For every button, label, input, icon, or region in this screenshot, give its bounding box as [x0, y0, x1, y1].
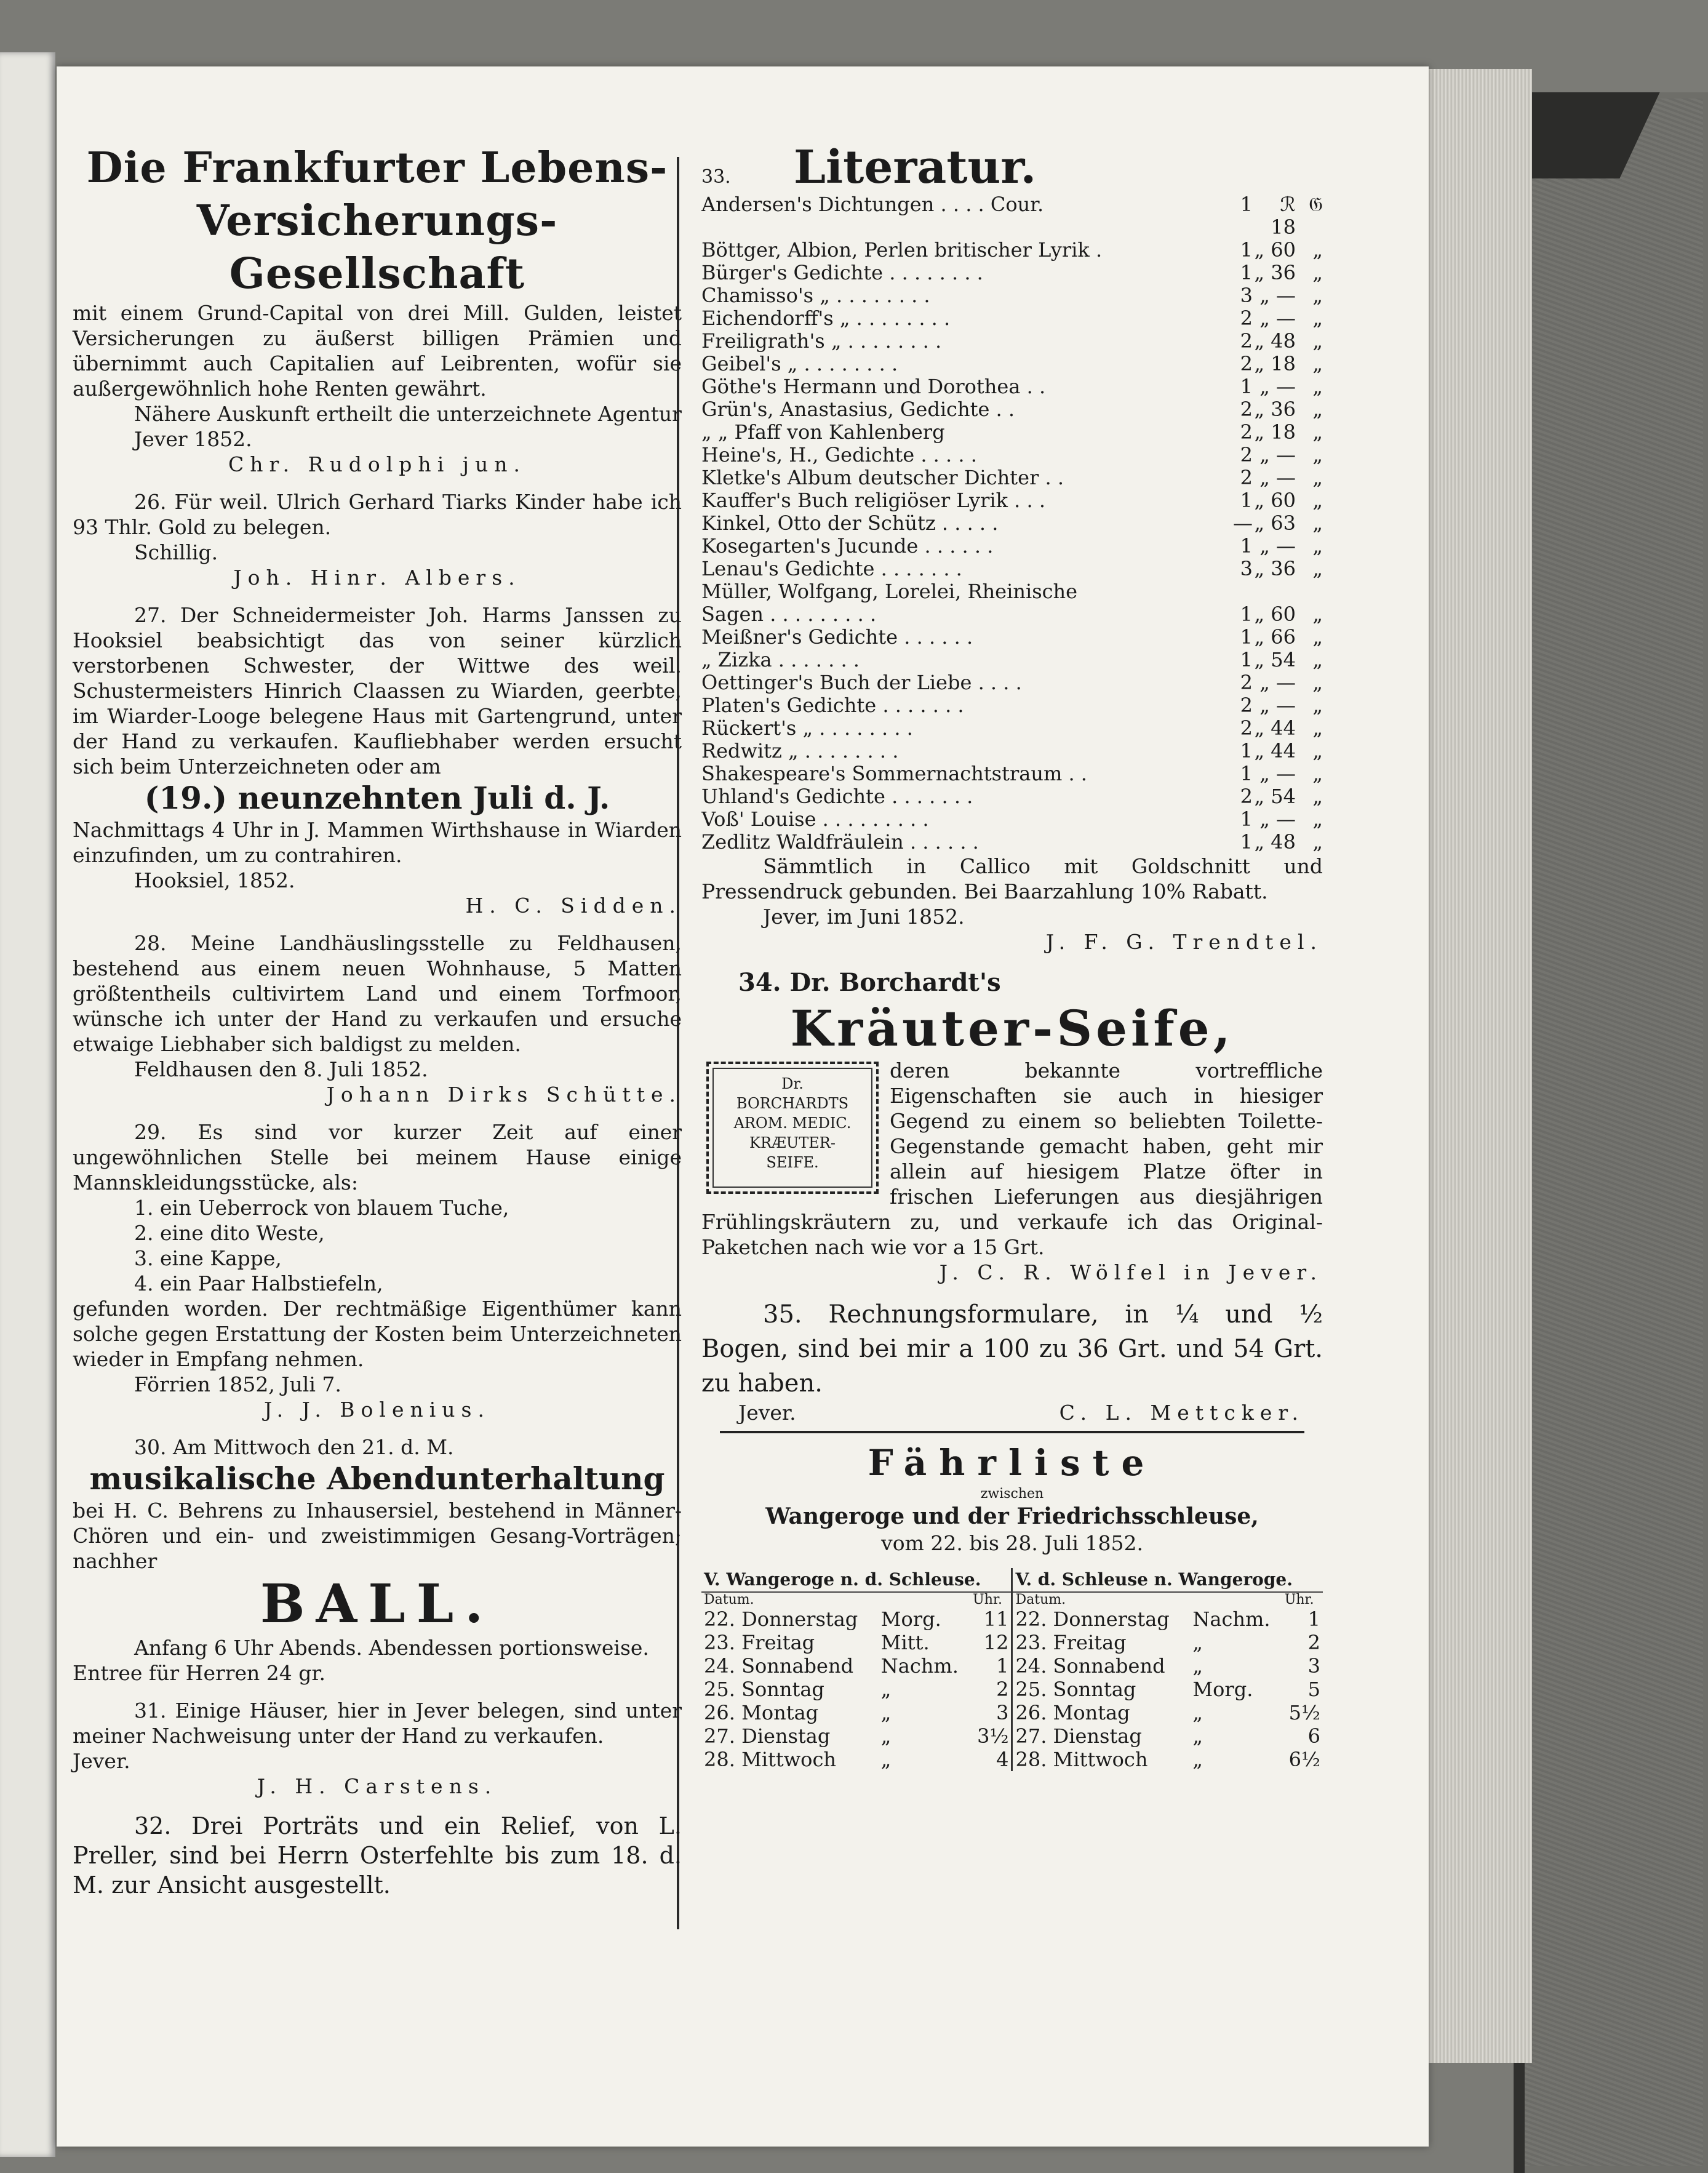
literature-row [701, 808, 1323, 831]
ferry-cell-ru: 1 [1307, 1607, 1320, 1631]
literature-cell-a: 1 [1240, 261, 1253, 284]
literature-cell-t: Rückert's „ . . . . . . . . [701, 717, 913, 740]
ad-29-item: 3. eine Kappe, [134, 1246, 282, 1270]
literature-cell-b: „ 36 [1254, 261, 1296, 284]
literature-row [701, 330, 1323, 353]
literature-cell-c: „ [1312, 261, 1323, 284]
ferry-cell-ru: 6 [1307, 1724, 1320, 1748]
ferry-cell-rd: 24. Sonnabend [1012, 1654, 1190, 1678]
literature-cell-t: Platen's Gedichte . . . . . . . [701, 694, 964, 717]
ferry-cell-ru: 5 [1307, 1678, 1320, 1701]
ad-30-ball: BALL. [260, 1573, 495, 1635]
ferry-cell-ld: 23. Freitag [704, 1631, 815, 1654]
ferry-cell-ru: 3 [1307, 1654, 1320, 1678]
literature-row [701, 239, 1323, 262]
ad-29-item: 4. ein Paar Halbstiefeln, [134, 1271, 383, 1295]
ad-29-item: 1. ein Ueberrock von blauem Tuche, [134, 1196, 509, 1220]
ad-34-signature: J. C. R. Wölfel in Jever. [939, 1260, 1323, 1284]
ferry-route: Wangeroge und der Friedrichsschleuse, [765, 1503, 1259, 1529]
literature-cell-a: 2 [1240, 306, 1253, 330]
ferry-cell-ld: 22. Donnerstag [704, 1607, 858, 1631]
ferry-col-uhr: Uhr. [1284, 1592, 1314, 1607]
literature-cell-c: „ [1312, 375, 1323, 398]
ad-34-title: Kräuter-Seife, [790, 999, 1234, 1057]
literature-cell-a: 1 [1240, 238, 1253, 262]
literature-row [701, 307, 1323, 330]
literature-cell-t: Böttger, Albion, Perlen britischer Lyrik . [701, 239, 1103, 262]
soap-seal-image [706, 1062, 879, 1194]
literature-cell-b: „ 18 [1254, 352, 1296, 375]
ferry-cell-rt: „ [1192, 1654, 1203, 1678]
literature-cell-t: Andersen's Dichtungen . . . . Cour. [701, 193, 1044, 216]
literature-cell-b: „ — [1259, 762, 1296, 785]
ad-31-place: Jever. [73, 1749, 130, 1773]
ad-27-text: 27. Der Schneidermeister Joh. Harms Janssen zu Hooksiel beabsichtigt das von seiner kürzlich verstorbenen Schwester, der Wittwe des weil. Schustermeisters Hinrich Claassen zu Wiarden, geerbte, im Wiarder-Looge belegene Haus mit Gartengrund, unter der Hand zu verkaufen. Kaufliebhaber werden ersucht sich beim Unterzeichneten oder am [73, 603, 682, 778]
literature-cell-t: Redwitz „ . . . . . . . . [701, 740, 899, 762]
literature-cell-c: „ [1312, 602, 1323, 626]
literature-cell-t: Müller, Wolfgang, Lorelei, Rheinische [701, 580, 1078, 603]
literature-cell-b: „ — [1259, 466, 1296, 489]
literature-cell-a: 2 [1240, 671, 1253, 694]
literature-cell-b: „ 48 [1254, 830, 1296, 854]
literature-row [701, 193, 1323, 239]
ad-27-date: (19.) neunzehnten Juli d. J. [144, 780, 610, 816]
literature-cell-a: 2 [1240, 694, 1253, 717]
ad-34-body [701, 1058, 1323, 1260]
literature-cell-b: ℛ 18 [1271, 193, 1296, 239]
ferry-cell-rt: „ [1192, 1701, 1203, 1724]
ferry-cell-lt: „ [880, 1701, 892, 1724]
frankfurt-place: Jever 1852. [134, 427, 252, 451]
literature-cell-a: 1 [1240, 193, 1253, 216]
literature-cell-c: „ [1312, 807, 1323, 831]
literature-row [701, 535, 1323, 558]
literature-row [701, 375, 1323, 398]
literature-cell-b: „ 60 [1254, 489, 1296, 512]
literature-cell-c: „ [1312, 238, 1323, 262]
ferry-cell-lt: Mitt. [880, 1631, 930, 1654]
ad-30-entree: Entree für Herren 24 gr. [73, 1661, 326, 1685]
frankfurt-title: Die Frankfurter Lebens-Versicherungs-Gesellschaft [86, 143, 668, 298]
frankfurt-text: mit einem Grund-Capital von drei Mill. Gulden, leistet Versicherungen zu äußerst billigen Prämien und übernimmt auch Capitalien auf Leibrenten, wofür sie außergewöhnlich hohe Renten gewährt. [73, 301, 682, 401]
ad-26-text: 26. Für weil. Ulrich Gerhard Tiarks Kinder habe ich 93 Thlr. Gold zu belegen. [73, 490, 682, 539]
ferry-row [701, 1724, 1323, 1748]
literature-cell-c: 𝔊 [1309, 193, 1323, 216]
literature-cell-c: „ [1312, 511, 1323, 535]
ferry-cell-rd: 28. Mittwoch [1012, 1748, 1190, 1771]
ad-35-signature: C. L. Mettcker. [1059, 1401, 1304, 1425]
literature-cell-a [1232, 580, 1253, 603]
literature-cell-c: „ [1312, 716, 1323, 740]
literature-cell-b: „ 44 [1254, 716, 1296, 740]
literature-cell-t: „ „ Pfaff von Kahlenberg [701, 421, 945, 444]
literature-cell-c: „ [1312, 398, 1323, 421]
ad-35-text: 35. Rechnungsformulare, in ¼ und ½ Bogen, sind bei mir a 100 zu 36 Grt. und 54 Grt. zu haben. [701, 1300, 1323, 1398]
literature-note: Sämmtlich in Callico mit Goldschnitt und Pressendruck gebunden. Bei Baarzahlung 10% Rabatt. [701, 854, 1323, 903]
literature-cell-c: „ [1312, 329, 1323, 353]
literature-cell-a: 2 [1240, 398, 1253, 421]
ferry-cell-ru: 5½ [1288, 1701, 1320, 1724]
ad-27-signature: H. C. Sidden. [465, 894, 682, 918]
ferry-col-datum: Datum. [1012, 1592, 1190, 1607]
literature-cell-b: „ 18 [1254, 420, 1296, 444]
literature-row [701, 694, 1323, 717]
literature-cell-t: Geibel's „ . . . . . . . . [701, 353, 898, 375]
literature-cell-b: „ 54 [1254, 785, 1296, 808]
literature-place: Jever, im Juni 1852. [763, 905, 965, 929]
ferry-cell-lt: „ [880, 1748, 892, 1771]
literature-cell-t: Grün's, Anastasius, Gedichte . . [701, 398, 1015, 421]
literature-cell-b: „ — [1259, 807, 1296, 831]
ferry-cell-rt: Nachm. [1192, 1607, 1271, 1631]
literature-cell-b: „ — [1259, 534, 1296, 558]
literature-cell-b: „ 54 [1254, 648, 1296, 671]
ad-29-place: Förrien 1852, Juli 7. [134, 1372, 341, 1396]
literature-cell-a: 3 [1240, 284, 1253, 307]
ad-34-text: deren bekannte vortreffliche Eigenschaften sie auch in hiesiger Gegend zu einem so beliebten Toilette-Gegenstande gemacht haben, geht mir allein auf hiesigem Platze öfter in frischen Lieferungen aus diesjährigen Frühlingskräutern zu, und verkaufe ich das Original-Paketchen nach wie vor a 15 Grt. [701, 1058, 1323, 1259]
literature-cell-c: „ [1312, 648, 1323, 671]
literature-cell-a: 2 [1240, 716, 1253, 740]
literature-row [701, 444, 1323, 466]
literature-cell-b: „ 63 [1254, 511, 1296, 535]
literature-row [701, 671, 1323, 694]
ad-29-cont: gefunden worden. Der rechtmäßige Eigenthümer kann solche gegen Erstattung der Kosten beim Unterzeichneten wieder in Empfang nehmen. [73, 1297, 682, 1371]
literature-cell-a: 2 [1240, 352, 1253, 375]
ad-27-place: Hooksiel, 1852. [134, 868, 295, 892]
soap-seal-text: Dr. BORCHARDTS AROM. MEDIC. KRÆUTER- SEIFE. [712, 1068, 872, 1188]
ad-29-item: 2. eine dito Weste, [134, 1221, 325, 1245]
literature-cell-b: „ 66 [1254, 625, 1296, 649]
literature-cell-t: Meißner's Gedichte . . . . . . [701, 626, 973, 649]
literature-cell-c: „ [1312, 466, 1323, 489]
literature-row [701, 466, 1323, 489]
cover-texture [1525, 98, 1703, 2166]
ad-29-signature: J. J. Bolenius. [264, 1398, 490, 1422]
literature-row [701, 558, 1323, 580]
literature-cell-a: 1 [1240, 830, 1253, 854]
literature-cell-c: „ [1312, 671, 1323, 694]
ferry-between: zwischen [980, 1486, 1044, 1502]
literature-cell-a: 2 [1240, 785, 1253, 808]
ferry-cell-rt: Morg. [1192, 1678, 1253, 1701]
frankfurt-more: Nähere Auskunft ertheilt die unterzeichnete Agentur [134, 402, 682, 426]
ad-30-text: 30. Am Mittwoch den 21. d. M. [134, 1435, 454, 1459]
left-column [73, 142, 682, 1900]
literature-cell-b: „ — [1259, 671, 1296, 694]
ferry-cell-lu: 12 [983, 1631, 1009, 1654]
ferry-cell-ld: 25. Sonntag [704, 1678, 824, 1701]
ferry-cell-rd: 26. Montag [1012, 1701, 1190, 1724]
ferry-cell-lu: 4 [996, 1748, 1009, 1771]
literature-row [701, 489, 1323, 512]
ferry-title: Fährliste [868, 1442, 1157, 1484]
literature-cell-c: „ [1312, 306, 1323, 330]
literature-cell-b: „ 36 [1254, 398, 1296, 421]
literature-row [701, 626, 1323, 649]
literature-row [701, 580, 1323, 603]
ad-28-place: Feldhausen den 8. Juli 1852. [134, 1057, 428, 1081]
ferry-cell-rd: 23. Freitag [1012, 1631, 1190, 1654]
literature-cell-t: Kauffer's Buch religiöser Lyrik . . . [701, 489, 1046, 512]
ferry-cell-lu: 3½ [977, 1724, 1009, 1748]
ad-32-text: 32. Drei Porträts und ein Relief, von L. Preller, sind bei Herrn Osterfehlte bis zum 18. d. M. zur Ansicht ausgestellt. [73, 1812, 682, 1899]
literature-cell-t: Eichendorff's „ . . . . . . . . [701, 307, 951, 330]
literature-row [701, 603, 1323, 626]
ferry-cell-rt: „ [1192, 1748, 1203, 1771]
literature-row [701, 762, 1323, 785]
literature-cell-t: Zedlitz Waldfräulein . . . . . . [701, 831, 979, 854]
literature-cell-b: „ — [1259, 375, 1296, 398]
literature-row [701, 284, 1323, 307]
literature-cell-c: „ [1312, 694, 1323, 717]
right-column [701, 142, 1323, 1771]
ad-30-start: Anfang 6 Uhr Abends. Abendessen portionsweise. [134, 1636, 649, 1660]
literature-row [701, 398, 1323, 421]
literature-cell-b: „ 44 [1254, 739, 1296, 762]
literature-cell-c: „ [1312, 420, 1323, 444]
ferry-cell-ru: 2 [1307, 1631, 1320, 1654]
ferry-row [701, 1748, 1323, 1771]
ferry-row [701, 1654, 1323, 1678]
literature-row [701, 740, 1323, 762]
ferry-cell-ld: 24. Sonnabend [704, 1654, 854, 1678]
literature-cell-t: Göthe's Hermann und Dorothea . . [701, 375, 1046, 398]
literature-cell-c: „ [1312, 739, 1323, 762]
literature-row [701, 785, 1323, 808]
literature-cell-t: Sagen . . . . . . . . . [701, 603, 877, 626]
ad-28-signature: Johann Dirks Schütte. [326, 1082, 682, 1107]
literature-cell-t: Lenau's Gedichte . . . . . . . [701, 558, 962, 580]
ferry-cell-lu: 1 [996, 1654, 1009, 1678]
literature-cell-a: 1 [1240, 534, 1253, 558]
literature-cell-b: „ 48 [1254, 329, 1296, 353]
literature-cell-a: 1 [1240, 375, 1253, 398]
ad-30-desc: bei H. C. Behrens zu Inhausersiel, bestehend in Männer-Chören und ein- und zweistimmigen Gesang-Vorträgen; nachher [73, 1499, 682, 1573]
literature-cell-t: Chamisso's „ . . . . . . . . [701, 284, 930, 307]
ferry-cell-ld: 26. Montag [704, 1701, 819, 1724]
literature-cell-b: „ — [1259, 443, 1296, 466]
ferry-cell-lu: 11 [983, 1607, 1009, 1631]
ferry-rows [701, 1607, 1323, 1771]
literature-cell-t: Kinkel, Otto der Schütz . . . . . [701, 512, 999, 535]
literature-row [701, 512, 1323, 535]
ad-28-text: 28. Meine Landhäuslingsstelle zu Feldhausen, bestehend aus einem neuen Wohnhause, 5 Matten größtentheils cultivirtem Land und einem Torfmoor, wünsche ich unter der Hand zu verkaufen und ersuche etwaige Liebhaber sich baldigst zu melden. [73, 931, 682, 1056]
ferry-cell-ld: 28. Mittwoch [704, 1748, 836, 1771]
literature-cell-b: „ — [1259, 694, 1296, 717]
literature-cell-c: „ [1312, 352, 1323, 375]
literature-cell-a: 1 [1240, 489, 1253, 512]
literature-row [701, 353, 1323, 375]
literature-cell-c: „ [1312, 557, 1323, 580]
literature-cell-t: Bürger's Gedichte . . . . . . . . [701, 262, 983, 284]
ferry-cell-lt: „ [880, 1678, 892, 1701]
ferry-cell-rd: 22. Donnerstag [1012, 1607, 1190, 1631]
literature-cell-c: „ [1312, 534, 1323, 558]
ferry-cell-lt: Morg. [880, 1607, 941, 1631]
ad-29-text: 29. Es sind vor kurzer Zeit auf einer ungewöhnlichen Stelle bei meinem Hause einige Mannskleidungsstücke, als: [73, 1120, 682, 1195]
literature-cell-c: „ [1312, 830, 1323, 854]
literature-cell-c: „ [1312, 625, 1323, 649]
literature-cell-t: Shakespeare's Sommernachtstraum . . [701, 762, 1087, 785]
literature-cell-t: Oettinger's Buch der Liebe . . . . [701, 671, 1022, 694]
literature-cell-a: 1 [1240, 602, 1253, 626]
ferry-cell-rt: „ [1192, 1724, 1203, 1748]
ferry-dates: vom 22. bis 28. Juli 1852. [881, 1531, 1143, 1555]
ferry-cell-lu: 3 [996, 1701, 1009, 1724]
literature-cell-a: 1 [1240, 625, 1253, 649]
literature-cell-a: 1 [1240, 762, 1253, 785]
ferry-cell-lt: Nachm. [880, 1654, 959, 1678]
ferry-row [701, 1678, 1323, 1701]
literature-cell-t: Kosegarten's Jucunde . . . . . . [701, 535, 994, 558]
ferry-cell-lu: 2 [996, 1678, 1009, 1701]
literature-cell-a: — [1233, 511, 1253, 535]
ferry-cell-lt: „ [880, 1724, 892, 1748]
ferry-cell-rt: „ [1192, 1631, 1203, 1654]
ad-27-cont: Nachmittags 4 Uhr in J. Mammen Wirthshause in Wiarden einzufinden, um zu contrahiren. [73, 818, 682, 867]
ad-31-signature: J. H. Carstens. [257, 1774, 498, 1798]
literature-cell-c: „ [1312, 284, 1323, 307]
literature-cell-b: „ 60 [1254, 602, 1296, 626]
literature-cell-b: „ — [1259, 284, 1296, 307]
ad-26-place: Schillig. [134, 540, 218, 564]
literature-row [701, 649, 1323, 671]
ferry-cell-ru: 6½ [1288, 1748, 1320, 1771]
literature-cell-c: „ [1312, 443, 1323, 466]
literature-cell-a: 1 [1240, 807, 1253, 831]
literature-cell-b: „ 36 [1254, 557, 1296, 580]
ferry-cell-ld: 27. Dienstag [704, 1724, 831, 1748]
literature-cell-b: „ — [1259, 306, 1296, 330]
literature-cell-a: 2 [1240, 443, 1253, 466]
literature-cell-a: 2 [1240, 329, 1253, 353]
adjacent-page-edge [0, 52, 55, 2157]
literature-signature: J. F. G. Trendtel. [1045, 930, 1323, 954]
literature-cell-t: Uhland's Gedichte . . . . . . . [701, 785, 973, 808]
ferry-col-datum: Datum. [704, 1592, 754, 1607]
literature-cell-t: Voß' Louise . . . . . . . . . [701, 808, 929, 831]
ad-31-text: 31. Einige Häuser, hier in Jever belegen, sind unter meiner Nachweisung unter der Hand zu verkaufen. [73, 1699, 682, 1748]
ferry-row [701, 1631, 1323, 1654]
literature-cell-a: 3 [1240, 557, 1253, 580]
literature-cell-c: „ [1312, 489, 1323, 512]
ferry-head-right: V. d. Schleuse n. Wangeroge. [1012, 1568, 1323, 1592]
ferry-row [701, 1607, 1323, 1631]
ad-35-place: Jever. [738, 1401, 796, 1425]
literature-cell-t: „ Zizka . . . . . . . [701, 649, 860, 671]
literature-cell-b [1253, 580, 1296, 603]
frankfurt-signature: Chr. Rudolphi jun. [228, 452, 526, 476]
ferry-row [701, 1701, 1323, 1724]
literature-cell-a: 2 [1240, 466, 1253, 489]
ad-30-title: musikalische Abendunterhaltung [89, 1460, 665, 1497]
literature-cell-b: „ 60 [1254, 238, 1296, 262]
literature-number: 33. [701, 166, 731, 188]
literature-cell-t: Heine's, H., Gedichte . . . . . [701, 444, 977, 466]
literature-cell-c: „ [1312, 785, 1323, 808]
literature-cell-a: 1 [1240, 648, 1253, 671]
ferry-cell-rd: 25. Sonntag [1012, 1678, 1190, 1701]
literature-row [701, 717, 1323, 740]
literature-cell-t: Freiligrath's „ . . . . . . . . [701, 330, 942, 353]
literature-row [701, 262, 1323, 284]
ferry-table [701, 1568, 1323, 1771]
ferry-cell-rd: 27. Dienstag [1012, 1724, 1190, 1748]
literature-cell-a: 1 [1240, 739, 1253, 762]
ad-34-head: 34. Dr. Borchardt's [738, 968, 1001, 997]
literature-cell-t: Kletke's Album deutscher Dichter . . [701, 466, 1064, 489]
literature-row [701, 831, 1323, 854]
ad-26-signature: Joh. Hinr. Albers. [233, 566, 521, 590]
ferry-col-uhr: Uhr. [973, 1592, 1002, 1607]
literature-cell-c: „ [1312, 762, 1323, 785]
divider-rule [720, 1431, 1304, 1433]
literature-table [701, 193, 1323, 854]
literature-row [701, 421, 1323, 444]
literature-cell-a: 2 [1240, 420, 1253, 444]
literature-title: Literatur. [794, 141, 1037, 194]
ferry-head-left: V. Wangeroge n. d. Schleuse. [701, 1568, 1012, 1592]
literature-cell-c [1296, 580, 1323, 603]
